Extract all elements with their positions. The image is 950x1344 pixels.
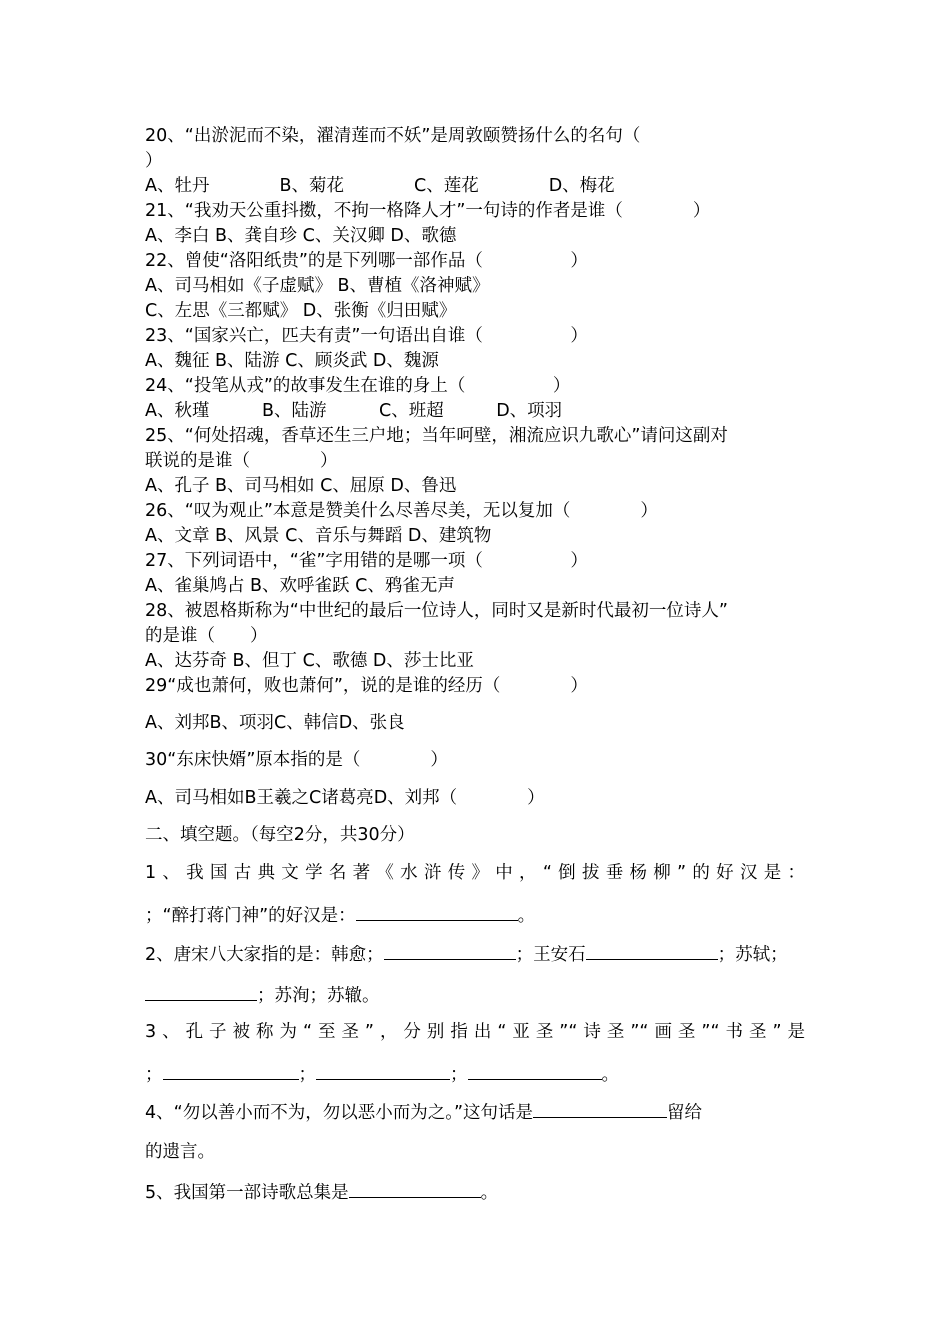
fill-4-line-1 <box>145 1100 702 1124</box>
fill-3-line-1: 3、孔子被称为“至圣”，分别指出“亚圣”“诗圣”“画圣”“书圣”是 <box>145 1022 805 1042</box>
fill-1-line-1: 1、我国古典文学名著《水浒传》中，“倒拔垂杨柳”的好汉是： <box>145 863 805 883</box>
fill-2-blank-1[interactable] <box>384 942 516 960</box>
fill-4-text-b: 留给 <box>667 1103 703 1123</box>
q29-options: A、刘邦B、项羽C、韩信D、张良 <box>145 713 405 733</box>
q27-options: A、雀巢鸠占 B、欢呼雀跃 C、鸦雀无声 <box>145 576 455 596</box>
fill-2-blank-2[interactable] <box>586 942 718 960</box>
q22-options-1: A、司马相如《子虚赋》 B、曹植《洛神赋》 <box>145 276 490 296</box>
fill-2-text-a: 2、唐宋八大家指的是：韩愈； <box>145 945 384 965</box>
fill-1-blank[interactable] <box>356 903 518 921</box>
q30-stem: 30“东床快婿”原本指的是（ ） <box>145 750 448 770</box>
fill-4-line-2: 的遗言。 <box>145 1142 215 1162</box>
fill-5-line <box>145 1180 498 1204</box>
fill-3-blank-1[interactable] <box>163 1062 299 1080</box>
q22-options-2: C、左思《三都赋》 D、张衡《归田赋》 <box>145 301 457 321</box>
q20-options: A、牡丹 B、菊花 C、莲花 D、梅花 <box>145 176 615 196</box>
fill-2-text-b: ；王安石 <box>515 945 586 965</box>
fill-2-line-1 <box>145 942 788 966</box>
fill-3-text-c: ； <box>450 1065 468 1085</box>
q23-stem: 23、“国家兴亡，匹夫有责”一句语出自谁（ ） <box>145 326 588 346</box>
q26-options: A、文章 B、风景 C、音乐与舞蹈 D、建筑物 <box>145 526 492 546</box>
fill-5-text-a: 5、我国第一部诗歌总集是 <box>145 1183 349 1203</box>
fill-2-text-d: ；苏洵；苏辙。 <box>257 986 380 1006</box>
q23-options: A、魏征 B、陆游 C、顾炎武 D、魏源 <box>145 351 439 371</box>
fill-3-text-a: ； <box>145 1065 163 1085</box>
q26-stem: 26、“叹为观止”本意是赞美什么尽善尽美，无以复加（ ） <box>145 501 658 521</box>
fill-5-blank[interactable] <box>349 1180 481 1198</box>
q25-stem-1: 25、“何处招魂，香草还生三户地；当年呵壁，湘流应识九歌心”请问这副对 <box>145 426 728 446</box>
fill-2-line-2 <box>145 983 380 1007</box>
fill-4-text-a: 4、“勿以善小而不为，勿以恶小而为之。”这句话是 <box>145 1103 534 1123</box>
fill-3-blank-2[interactable] <box>316 1062 450 1080</box>
fill-3-text-b: ； <box>298 1065 316 1085</box>
q20-stem: 20、“出淤泥而不染，濯清莲而不妖”是周敦颐赞扬什么的名句（ <box>145 126 641 146</box>
q25-stem-2: 联说的是谁（ ） <box>145 451 338 471</box>
fill-2-blank-3[interactable] <box>145 983 257 1001</box>
q28-stem-1: 28、被恩格斯称为“中世纪的最后一位诗人，同时又是新时代最初一位诗人” <box>145 601 728 621</box>
fill-1-text-a: ；“醉打蒋门神”的好汉是： <box>145 906 356 926</box>
q28-stem-2: 的是谁（ ） <box>145 626 268 646</box>
q27-stem: 27、下列词语中，“雀”字用错的是哪一项（ ） <box>145 551 588 571</box>
q25-options: A、孔子 B、司马相如 C、屈原 D、鲁迅 <box>145 476 457 496</box>
q29-stem: 29“成也萧何，败也萧何”，说的是谁的经历（ ） <box>145 676 588 696</box>
fill-2-text-c: ；苏轼； <box>717 945 788 965</box>
q30-options: A、司马相如B王羲之C诸葛亮D、刘邦（ ） <box>145 788 545 808</box>
fill-4-blank[interactable] <box>533 1100 667 1118</box>
q22-stem: 22、曾使“洛阳纸贵”的是下列哪一部作品（ ） <box>145 251 588 271</box>
fill-3-line-2 <box>145 1062 619 1086</box>
fill-1-line-2 <box>145 903 535 927</box>
q20-stem-end: ） <box>145 151 163 171</box>
q24-options: A、秋瑾 B、陆游 C、班超 D、项羽 <box>145 401 563 421</box>
q28-options: A、达芬奇 B、但丁 C、歌德 D、莎士比亚 <box>145 651 474 671</box>
section2-heading: 二、填空题。（每空2分，共30分） <box>145 825 415 845</box>
fill-3-text-d: 。 <box>601 1065 619 1085</box>
fill-1-text-b: 。 <box>517 906 536 926</box>
q21-options: A、李白 B、龚自珍 C、关汉卿 D、歌德 <box>145 226 457 246</box>
q24-stem: 24、“投笔从戎”的故事发生在谁的身上（ ） <box>145 376 571 396</box>
q21-stem: 21、“我劝天公重抖擞，不拘一格降人才”一句诗的作者是谁（ ） <box>145 201 711 221</box>
fill-3-blank-3[interactable] <box>468 1062 602 1080</box>
fill-5-text-b: 。 <box>480 1183 499 1203</box>
